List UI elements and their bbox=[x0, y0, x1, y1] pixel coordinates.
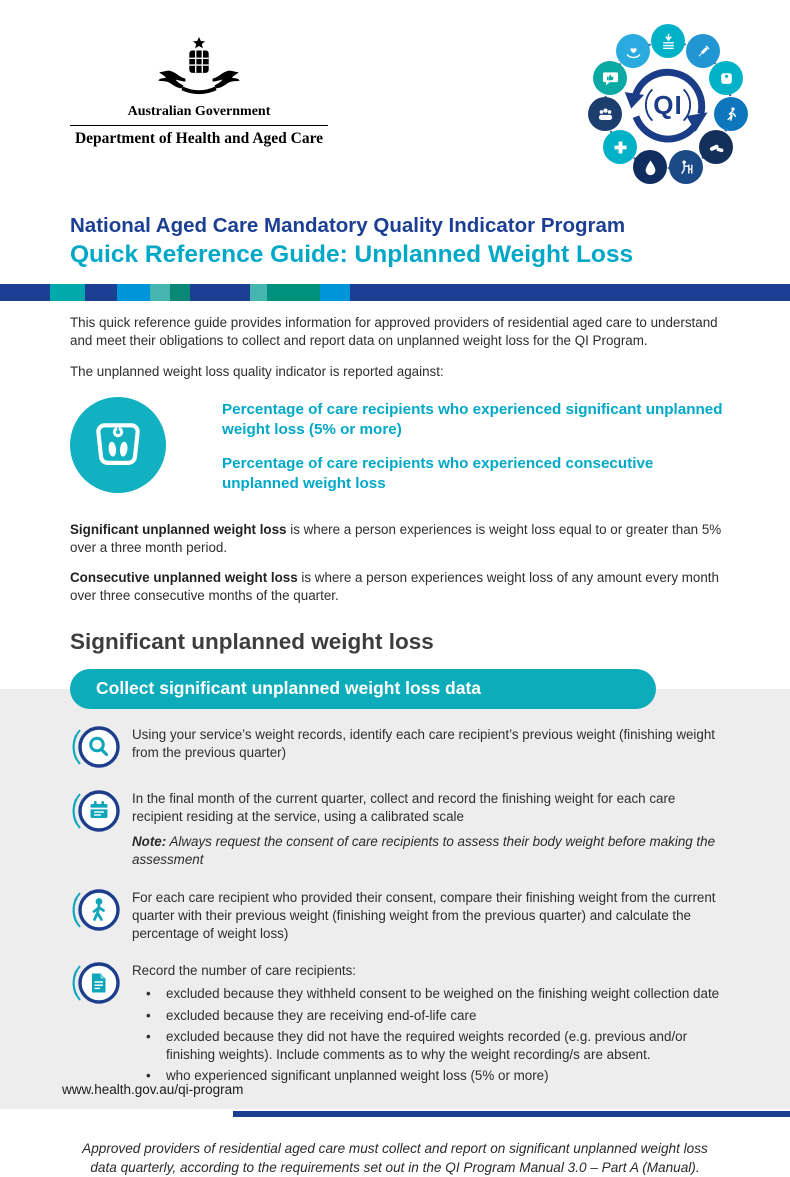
water-drop-icon bbox=[633, 150, 667, 184]
step-text: Using your service’s weight records, identify each care recipient’s previous weight (finishing weight from the previous quarter) bbox=[132, 726, 716, 760]
program-title: National Aged Care Mandatory Quality Indicator Program bbox=[70, 214, 626, 237]
definition-term: Significant unplanned weight loss bbox=[70, 521, 287, 537]
exclusion-bullet-list bbox=[132, 985, 724, 1085]
step-text-block bbox=[132, 959, 724, 1088]
section-heading: Significant unplanned weight loss bbox=[70, 628, 434, 654]
people-group-icon bbox=[588, 97, 622, 131]
qi-center-badge bbox=[622, 59, 714, 151]
step-text: For each care recipient who provided their consent, compare their finishing weight from the current quarter with their previous weight (finishing weight from the previous quarter) and calculate the percentage of weight loss) bbox=[132, 889, 716, 941]
step-text: Record the number of care recipients: bbox=[132, 963, 357, 979]
pressure-injury-icon bbox=[651, 24, 685, 58]
page-header bbox=[0, 0, 790, 190]
crest-divider bbox=[70, 125, 328, 126]
indicator-feature bbox=[70, 397, 724, 509]
intro-paragraph: This quick reference guide provides information for approved providers of residential aged care to understand and meet their obligations to collect and report data on unplanned weight loss for the QI Program. bbox=[70, 315, 718, 348]
definition-text: is where a person experiences is weight loss equal to or greater than 5% over a three month period. bbox=[70, 521, 722, 555]
bullet-item: • excluded because they withheld consent to be weighed on the finishing weight collection date bbox=[132, 985, 724, 1003]
weight-scale-icon bbox=[87, 414, 149, 476]
step-text-block bbox=[132, 723, 724, 771]
coat-of-arms-icon bbox=[135, 36, 263, 98]
step-record-numbers bbox=[70, 959, 724, 1088]
qi-label: QI bbox=[653, 89, 683, 120]
step-record-finishing-weight bbox=[70, 787, 724, 870]
collect-data-banner bbox=[70, 669, 656, 709]
department-name: Department of Health and Aged Care bbox=[74, 130, 324, 147]
steps-list bbox=[0, 721, 790, 1089]
decorative-stripe bbox=[0, 284, 790, 301]
banner-label: Collect significant unplanned weight loss data bbox=[96, 678, 482, 699]
indicator-list bbox=[222, 397, 724, 509]
calendar-icon bbox=[70, 787, 122, 835]
footer-bar bbox=[233, 1111, 790, 1117]
definition-term: Consecutive unplanned weight loss bbox=[70, 569, 298, 585]
reported-against-line: The unplanned weight loss quality indicator is reported against: bbox=[70, 363, 444, 379]
title-block bbox=[0, 190, 790, 269]
step-note bbox=[132, 833, 724, 869]
closing-statement: Approved providers of residential aged care must collect and report on significant unplanned weight loss data quarterly, according to the requirements set out in the QI Program Manual 3.0 – Part A (Manual). bbox=[82, 1140, 708, 1175]
qi-program-logo bbox=[578, 20, 758, 190]
gov-name: Australian Government bbox=[127, 104, 271, 119]
step-text-block bbox=[132, 787, 724, 870]
guide-title: Quick Reference Guide: Unplanned Weight Loss bbox=[70, 241, 634, 268]
step-text-block bbox=[132, 886, 724, 944]
walker-person-icon bbox=[669, 150, 703, 184]
australian-government-crest bbox=[70, 20, 328, 148]
walking-person-icon bbox=[70, 886, 122, 934]
document-icon bbox=[70, 959, 122, 1007]
step-compare-weights bbox=[70, 886, 724, 944]
step-text: In the final month of the current quarter, collect and record the finishing weight for each care recipient residing at the service, using a calibrated scale bbox=[132, 790, 676, 824]
definition-consecutive bbox=[70, 569, 724, 605]
definition-text: is where a person experiences weight loss of any amount every month over three consecutive months of the quarter. bbox=[70, 569, 719, 603]
weight-scale-badge bbox=[70, 397, 166, 493]
indicator-item: Percentage of care recipients who experienced significant unplanned weight loss (5% or more) bbox=[222, 400, 723, 438]
bullet-item: • excluded because they did not have the required weights recorded (e.g. previous and/or finishing weights). Include comments as to why the weight recording/s are absent. bbox=[132, 1028, 724, 1064]
magnifier-icon bbox=[70, 723, 122, 771]
note-text: Always request the consent of care recipients to assess their body weight before making the assessment bbox=[132, 834, 716, 868]
note-label: Note: bbox=[132, 834, 167, 850]
definition-significant bbox=[70, 521, 724, 557]
footer-url-link[interactable]: www.health.gov.au/qi-program bbox=[62, 1082, 244, 1097]
indicator-item: Percentage of care recipients who experienced consecutive unplanned weight loss bbox=[222, 455, 654, 493]
collect-data-panel bbox=[0, 678, 790, 1109]
bullet-item: • who experienced significant unplanned weight loss (5% or more) bbox=[132, 1067, 724, 1085]
weight-scale-icon bbox=[709, 61, 743, 95]
bullet-item: • excluded because they are receiving end-of-life care bbox=[132, 1007, 724, 1025]
main-content bbox=[0, 314, 790, 655]
step-identify-previous-weight bbox=[70, 723, 724, 771]
falls-person-icon bbox=[714, 97, 748, 131]
